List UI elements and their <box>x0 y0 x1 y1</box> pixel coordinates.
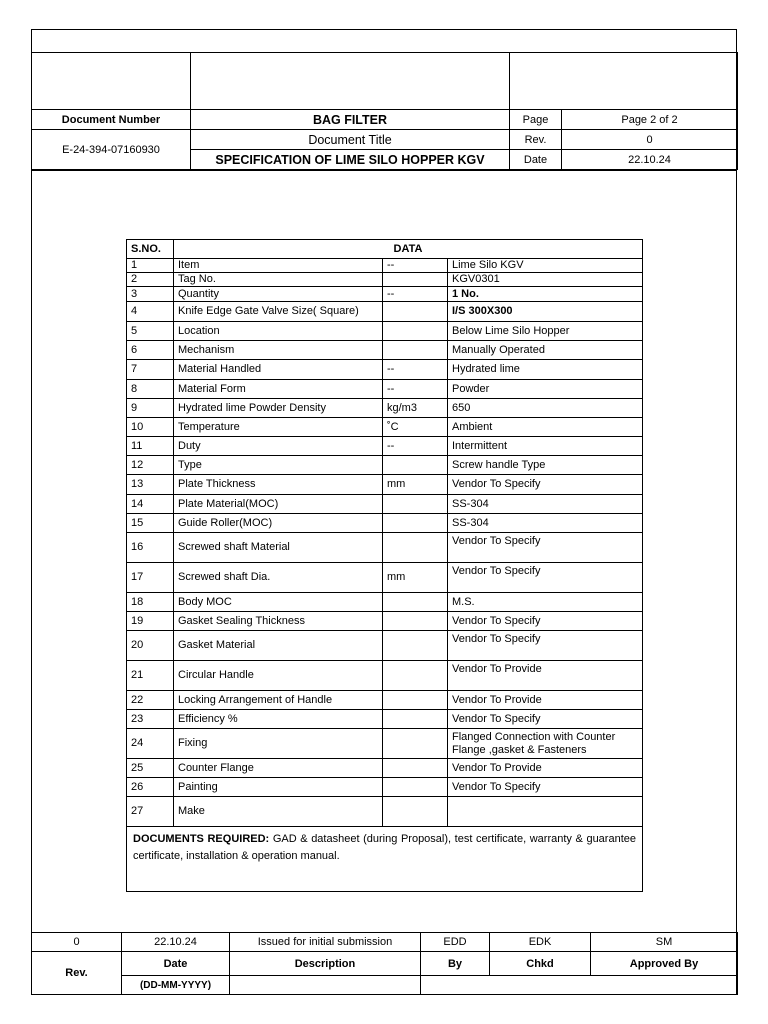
spec-table <box>126 239 643 892</box>
rev-value: 0 <box>562 130 738 150</box>
rev-entry-chkd: EDK <box>490 933 591 952</box>
row-unit <box>383 759 448 778</box>
logo-cell <box>32 53 191 110</box>
row-value: Vendor To Provide <box>448 691 643 710</box>
row-unit: mm <box>383 475 448 495</box>
row-unit <box>383 456 448 475</box>
row-unit: -- <box>383 259 448 273</box>
row-value: Vendor To Specify <box>448 612 643 631</box>
row-value: 650 <box>448 399 643 418</box>
row-unit <box>383 710 448 729</box>
row-unit: -- <box>383 437 448 456</box>
table-row <box>127 514 643 533</box>
row-unit <box>383 631 448 661</box>
row-unit: -- <box>383 287 448 302</box>
row-unit <box>383 593 448 612</box>
row-item: Material Form <box>174 380 383 399</box>
table-row <box>127 593 643 612</box>
row-sno: 6 <box>127 341 174 360</box>
row-item: Counter Flange <box>174 759 383 778</box>
row-sno: 19 <box>127 612 174 631</box>
row-value: SS-304 <box>448 495 643 514</box>
row-item: Screwed shaft Dia. <box>174 563 383 593</box>
doc-title-label: Document Title <box>191 130 510 150</box>
rev-entry-rev: 0 <box>32 933 122 952</box>
row-value: Vendor To Provide <box>448 661 643 691</box>
row-value: Hydrated lime <box>448 360 643 380</box>
row-value: Lime Silo KGV <box>448 259 643 273</box>
signature-blank <box>421 976 738 995</box>
table-row <box>127 631 643 661</box>
rev-entry-date: 22.10.24 <box>122 933 230 952</box>
row-sno: 4 <box>127 302 174 322</box>
row-sno: 11 <box>127 437 174 456</box>
row-sno: 3 <box>127 287 174 302</box>
row-item: Location <box>174 322 383 341</box>
row-unit <box>383 302 448 322</box>
row-value: Vendor To Provide <box>448 759 643 778</box>
row-item: Quantity <box>174 287 383 302</box>
table-row <box>127 437 643 456</box>
row-sno: 15 <box>127 514 174 533</box>
row-item: Tag No. <box>174 273 383 287</box>
row-sno: 8 <box>127 380 174 399</box>
row-value: KGV0301 <box>448 273 643 287</box>
row-value: Intermittent <box>448 437 643 456</box>
table-row <box>127 273 643 287</box>
documents-required <box>127 827 643 892</box>
row-value: SS-304 <box>448 514 643 533</box>
date-label: Date <box>510 150 562 170</box>
row-item: Gasket Sealing Thickness <box>174 612 383 631</box>
table-row <box>127 475 643 495</box>
doc-number-label: Document Number <box>32 110 191 130</box>
revision-table <box>31 932 738 995</box>
row-item: Make <box>174 797 383 827</box>
table-row <box>127 495 643 514</box>
table-row <box>127 456 643 475</box>
row-item: Screwed shaft Material <box>174 533 383 563</box>
header-blank-cell <box>191 53 510 110</box>
row-value: 1 No. <box>448 287 643 302</box>
row-sno: 9 <box>127 399 174 418</box>
table-row <box>127 322 643 341</box>
row-unit: -- <box>383 380 448 399</box>
table-row <box>127 612 643 631</box>
rev-entry-by: EDD <box>421 933 490 952</box>
table-row <box>127 259 643 273</box>
row-sno: 18 <box>127 593 174 612</box>
description-blank <box>230 976 421 995</box>
table-row <box>127 287 643 302</box>
page-label: Page <box>510 110 562 130</box>
table-row <box>127 759 643 778</box>
table-row <box>127 418 643 437</box>
table-row <box>127 661 643 691</box>
row-unit <box>383 533 448 563</box>
row-item: Body MOC <box>174 593 383 612</box>
row-item: Painting <box>174 778 383 797</box>
col-sno-header: S.NO. <box>127 240 174 259</box>
row-unit <box>383 729 448 759</box>
table-row <box>127 710 643 729</box>
table-row <box>127 380 643 399</box>
row-item: Guide Roller(MOC) <box>174 514 383 533</box>
row-sno: 2 <box>127 273 174 287</box>
doc-title-main: BAG FILTER <box>191 110 510 130</box>
row-unit: mm <box>383 563 448 593</box>
rev-header: Rev. <box>32 952 122 995</box>
date-header: Date <box>122 952 230 976</box>
header-blank-cell-right <box>510 53 738 110</box>
rev-entry-description: Issued for initial submission <box>230 933 421 952</box>
row-unit <box>383 612 448 631</box>
row-unit <box>383 778 448 797</box>
rev-entry-approved: SM <box>591 933 738 952</box>
row-unit <box>383 797 448 827</box>
date-value: 22.10.24 <box>562 150 738 170</box>
table-row <box>127 533 643 563</box>
row-sno: 14 <box>127 495 174 514</box>
row-item: Gasket Material <box>174 631 383 661</box>
header-divider <box>31 170 737 171</box>
row-value: I/S 300X300 <box>448 302 643 322</box>
table-row <box>127 360 643 380</box>
row-sno: 21 <box>127 661 174 691</box>
row-unit <box>383 495 448 514</box>
row-item: Item <box>174 259 383 273</box>
row-unit <box>383 322 448 341</box>
documents-required-label: DOCUMENTS REQUIRED: <box>133 833 270 845</box>
col-data-header: DATA <box>174 240 643 259</box>
table-row <box>127 341 643 360</box>
row-value: Vendor To Specify <box>448 631 643 661</box>
table-row <box>127 778 643 797</box>
row-unit: ˚C <box>383 418 448 437</box>
documents-required-text: GAD & datasheet (during Proposal), test certificate, warranty & guarantee certificate, installation & operation manual. <box>133 833 636 862</box>
by-header: By <box>421 952 490 976</box>
table-row <box>127 729 643 759</box>
row-item: Locking Arrangement of Handle <box>174 691 383 710</box>
row-item: Plate Thickness <box>174 475 383 495</box>
row-value: Vendor To Specify <box>448 475 643 495</box>
row-sno: 5 <box>127 322 174 341</box>
description-header: Description <box>230 952 421 976</box>
row-value: Powder <box>448 380 643 399</box>
row-value: M.S. <box>448 593 643 612</box>
row-item: Circular Handle <box>174 661 383 691</box>
row-value: Flanged Connection with Counter Flange ,gasket & Fasteners <box>448 729 643 759</box>
row-item: Type <box>174 456 383 475</box>
row-unit: -- <box>383 360 448 380</box>
rev-label: Rev. <box>510 130 562 150</box>
row-sno: 17 <box>127 563 174 593</box>
table-row <box>127 797 643 827</box>
row-value: Screw handle Type <box>448 456 643 475</box>
row-sno: 27 <box>127 797 174 827</box>
row-sno: 23 <box>127 710 174 729</box>
row-sno: 13 <box>127 475 174 495</box>
table-row <box>127 691 643 710</box>
row-item: Mechanism <box>174 341 383 360</box>
row-sno: 25 <box>127 759 174 778</box>
row-value: Vendor To Specify <box>448 778 643 797</box>
row-sno: 20 <box>127 631 174 661</box>
document-header <box>31 52 738 170</box>
chkd-header: Chkd <box>490 952 591 976</box>
row-sno: 7 <box>127 360 174 380</box>
row-sno: 10 <box>127 418 174 437</box>
doc-title-spec: SPECIFICATION OF LIME SILO HOPPER KGV <box>191 150 510 170</box>
table-row <box>127 563 643 593</box>
row-sno: 24 <box>127 729 174 759</box>
row-sno: 22 <box>127 691 174 710</box>
approved-header: Approved By <box>591 952 738 976</box>
row-item: Fixing <box>174 729 383 759</box>
page-value: Page 2 of 2 <box>562 110 738 130</box>
row-value: Ambient <box>448 418 643 437</box>
row-value <box>448 797 643 827</box>
row-unit: kg/m3 <box>383 399 448 418</box>
documents-required-row <box>127 827 643 892</box>
row-item: Material Handled <box>174 360 383 380</box>
row-sno: 26 <box>127 778 174 797</box>
row-sno: 1 <box>127 259 174 273</box>
row-sno: 16 <box>127 533 174 563</box>
row-unit <box>383 341 448 360</box>
table-row <box>127 302 643 322</box>
row-value: Manually Operated <box>448 341 643 360</box>
row-item: Plate Material(MOC) <box>174 495 383 514</box>
row-item: Efficiency % <box>174 710 383 729</box>
row-unit <box>383 514 448 533</box>
date-format-note: (DD-MM-YYYY) <box>122 976 230 995</box>
row-value: Vendor To Specify <box>448 710 643 729</box>
row-item: Hydrated lime Powder Density <box>174 399 383 418</box>
doc-number-value: E-24-394-07160930 <box>32 130 191 170</box>
table-row <box>127 399 643 418</box>
row-item: Temperature <box>174 418 383 437</box>
row-value: Below Lime Silo Hopper <box>448 322 643 341</box>
row-item: Knife Edge Gate Valve Size( Square) <box>174 302 383 322</box>
row-item: Duty <box>174 437 383 456</box>
row-unit <box>383 661 448 691</box>
row-unit <box>383 273 448 287</box>
row-value: Vendor To Specify <box>448 563 643 593</box>
row-unit <box>383 691 448 710</box>
row-sno: 12 <box>127 456 174 475</box>
row-value: Vendor To Specify <box>448 533 643 563</box>
